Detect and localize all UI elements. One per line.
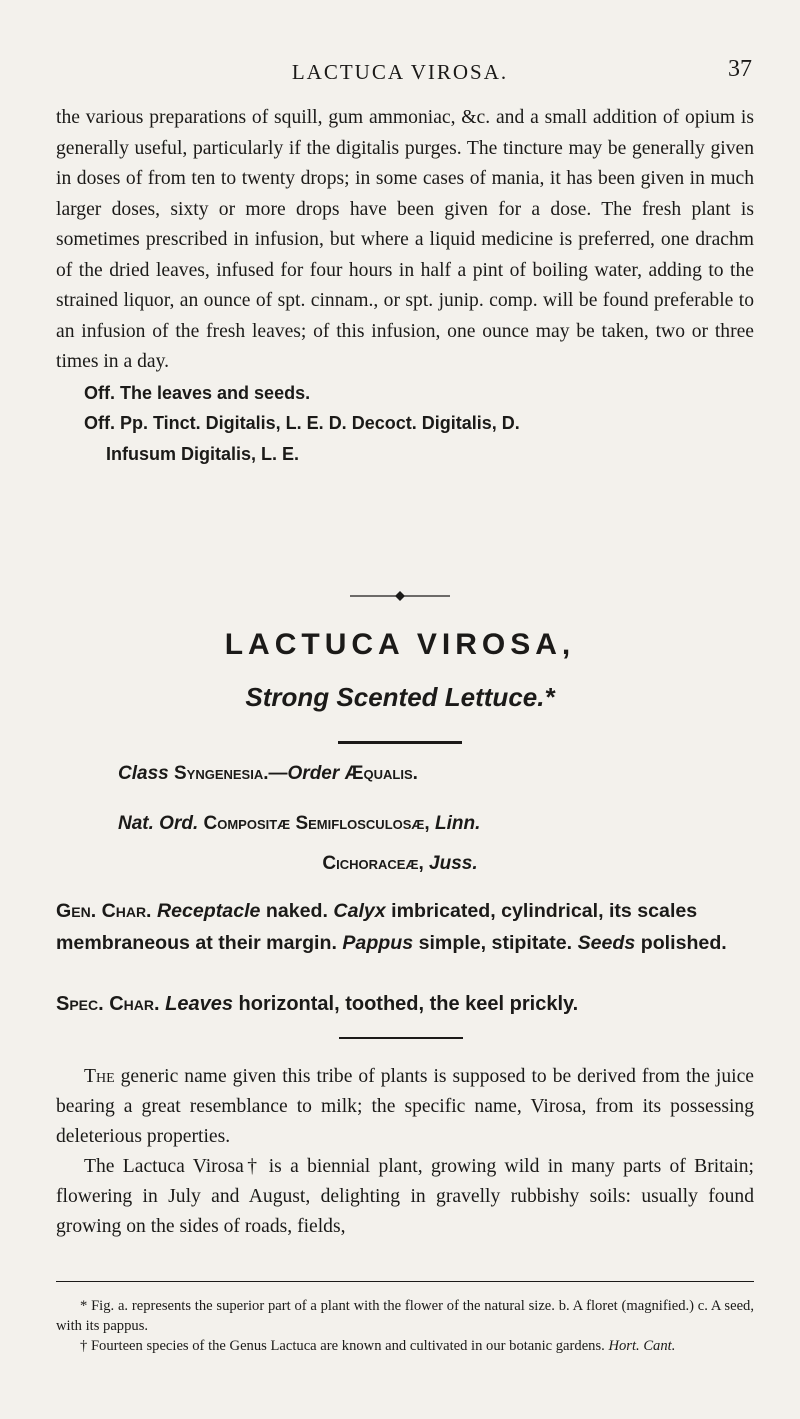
class-name: Syngenesia.	[173, 763, 269, 784]
divider-rule	[339, 1037, 463, 1039]
spec-char-label: Spec. Char.	[56, 993, 160, 1015]
pappus-text: simple, stipitate.	[413, 931, 578, 954]
specific-character	[56, 993, 754, 1016]
footnote-citation: Hort. Cant.	[608, 1338, 676, 1354]
divider-rule	[338, 741, 462, 744]
paragraph-lead: The	[84, 1066, 115, 1087]
nat-ord-label: Nat. Ord.	[118, 813, 199, 834]
paragraph-text: generic name given this tribe of plants is supposed to be derived from the juice bearing a great resemblance to milk; the specific name, Virosa, from its possessing deleterious properties.	[56, 1066, 754, 1147]
leaves-term: Leaves	[165, 993, 233, 1015]
order-label: Order	[287, 763, 340, 784]
nat-ord-text: Compositæ Semiflosculosæ,	[203, 813, 430, 834]
cichoraceae-line	[0, 853, 800, 875]
pappus-term: Pappus	[342, 931, 414, 954]
footnote	[56, 1336, 754, 1356]
officinal-preparations-line-cont: Infusum Digitalis, L. E.	[106, 443, 300, 464]
natural-order-line	[118, 813, 480, 835]
generic-character	[56, 896, 754, 959]
paragraph	[56, 1062, 754, 1152]
juss-citation: Juss.	[429, 853, 478, 874]
class-label: Class	[118, 763, 169, 784]
leaves-text: horizontal, toothed, the keel prickly.	[232, 993, 579, 1015]
main-text	[56, 1062, 754, 1242]
seeds-term: Seeds	[577, 931, 636, 954]
section-title: LACTUCA VIROSA,	[224, 628, 576, 661]
footnote-text: † Fourteen species of the Genus Lactuca are known and cultivated in our botanic gardens.	[80, 1338, 605, 1354]
order-name: Æqualis.	[344, 763, 418, 784]
cichoraceae-text: Cichoraceæ,	[322, 853, 424, 874]
officinal-preparations-line: Off. Pp. Tinct. Digitalis, L. E. D. Decoct. Digitalis, D.	[84, 413, 520, 433]
footnotes	[56, 1296, 754, 1356]
footnote: * Fig. a. represents the superior part of a plant with the flower of the natural size. b. A floret (magnified.) c. A seed, with its pappus.	[56, 1298, 754, 1334]
page-number: 37	[728, 56, 752, 82]
seeds-text: polished.	[635, 931, 727, 954]
paragraph: the various preparations of squill, gum ammoniac, &c. and a small addition of opium is generally useful, particularly if the digitalis purges. The tincture may be generally given in doses of from ten to twenty drops; in some cases of mania, it has been given in much larger doses, sixty or more drops have been given for a dose. The fresh plant is sometimes prescribed in infusion, but where a liquid medicine is preferred, one drachm of the dried leaves, infused for four hours in half a pint of boiling water, adding to the strained liquor, an ounce of spt. cinnam., or spt. junip. comp. will be found preferable to an infusion of the fresh leaves; of this infusion, one ounce may be taken, two or three times in a day.	[56, 107, 754, 372]
paragraph: The Lactuca Virosa† is a biennial plant, growing wild in many parts of Britain; flowering in July and August, delighting in gravelly rubbishy soils: usually found growing on the sides of roads, fields,	[56, 1156, 754, 1237]
class-order-line: Class Syngenesia.—Order Æqualis.	[118, 763, 418, 784]
officinal-line: Off. The leaves and seeds.	[84, 382, 311, 403]
section-subtitle: Strong Scented Lettuce.*	[245, 682, 555, 712]
linn-citation: Linn.	[434, 813, 481, 834]
receptacle-term: Receptacle	[156, 900, 261, 922]
receptacle-text: naked.	[260, 900, 334, 922]
running-head: LACTUCA VIROSA.	[291, 60, 509, 84]
continued-text	[56, 103, 754, 469]
calyx-term: Calyx	[333, 900, 386, 922]
gen-char-label: Gen. Char.	[56, 900, 152, 922]
footnote-rule	[56, 1281, 754, 1282]
calyx-text: imbricated, cylindrical, its scales membraneous at their margin.	[56, 900, 698, 954]
section-ornament	[348, 590, 452, 602]
